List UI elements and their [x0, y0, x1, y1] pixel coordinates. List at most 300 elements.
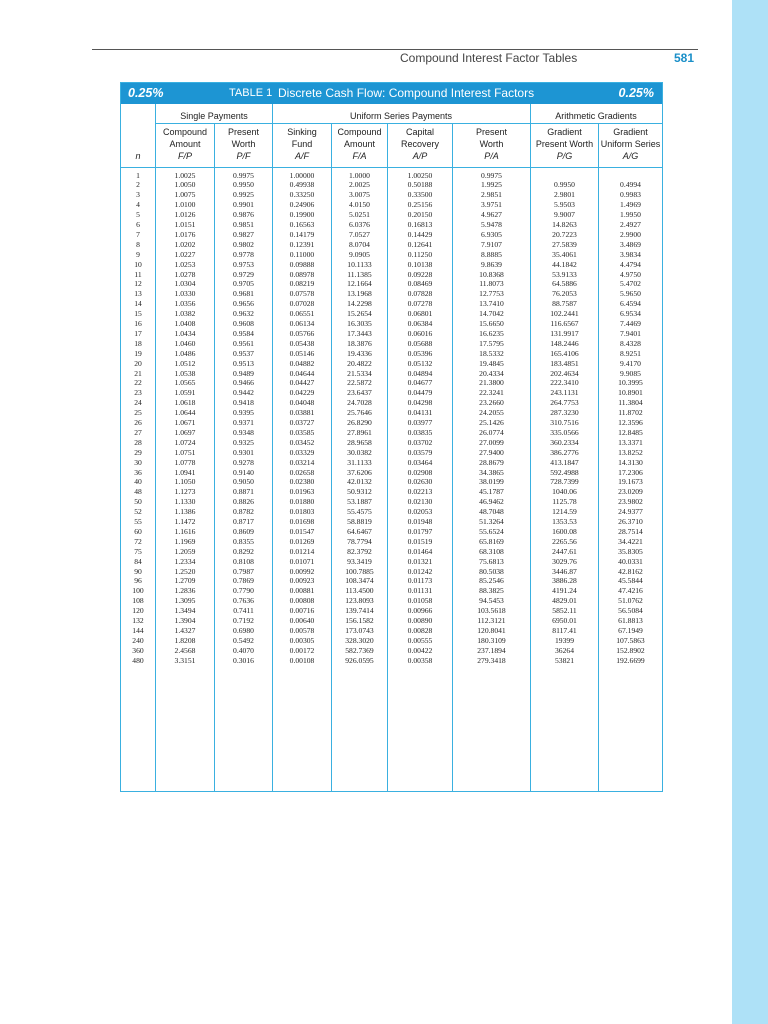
factor-cell: 13.8252: [618, 447, 643, 457]
factor-cell: 0.9301: [233, 447, 254, 457]
factor-cell: 1125.78: [552, 497, 577, 507]
factor-cell: 28.9658: [347, 437, 372, 447]
table-row: [121, 240, 662, 250]
factor-cell: 55.4575: [347, 507, 372, 517]
factor-cell: 1.1616: [174, 526, 196, 536]
table-label: TABLE 1: [229, 87, 273, 99]
factor-cell: 0.00828: [407, 625, 433, 635]
factor-cell: 30.0382: [347, 447, 372, 457]
table-row: [121, 349, 662, 359]
factor-cell: 26.8290: [347, 418, 372, 427]
factor-cell: 0.9632: [233, 309, 254, 319]
factor-cell: 2265.56: [552, 536, 577, 546]
factor-cell: 85.2546: [479, 576, 504, 586]
factor-cell: 0.8717: [233, 517, 254, 526]
factor-cell: 5.4702: [620, 279, 641, 289]
factor-cell: 11.8073: [479, 279, 504, 289]
factor-cell: 100.7885: [345, 566, 374, 576]
factor-cell: 0.05132: [407, 358, 433, 368]
factor-cell: 728.7399: [550, 477, 579, 487]
factor-cell: 0.02213: [407, 487, 433, 497]
factor-cell: 0.01547: [289, 526, 315, 536]
factor-cell: 0.9950: [233, 180, 254, 190]
factor-cell: 0.9950: [554, 180, 575, 190]
factor-cell: 592.4988: [550, 467, 579, 477]
table-row: [121, 200, 662, 210]
factor-cell: 0.11000: [289, 249, 315, 259]
factor-cell: 0.9348: [233, 427, 254, 437]
factor-cell: 0.03585: [289, 427, 315, 437]
factor-cell: 1.0618: [174, 398, 196, 408]
factor-cell: 0.4070: [233, 645, 254, 655]
factor-cell: 0.05396: [407, 348, 433, 358]
factor-cell: 0.9827: [233, 229, 254, 239]
factor-cell: 0.00640: [289, 616, 315, 625]
column-header-gradient-present-worth-pg: [531, 126, 598, 162]
factor-cell: 0.4994: [620, 180, 641, 190]
table-row: [121, 458, 662, 468]
factor-cell: 0.01131: [407, 586, 433, 596]
factor-cell: 35.8305: [618, 546, 643, 556]
factor-cell: 24.2055: [479, 408, 504, 418]
factor-cell: 0.9681: [233, 289, 254, 299]
column-name-line: Amount: [343, 139, 376, 149]
factor-cell: 36264: [555, 645, 574, 655]
factor-cell: 1.4969: [620, 200, 641, 210]
factor-cell: 116.6567: [550, 319, 579, 328]
factor-cell: 25.7646: [347, 408, 372, 418]
column-header-present-worth-pf: [215, 126, 272, 162]
factor-cell: 0.00108: [289, 655, 315, 665]
table-row: [121, 418, 662, 428]
factor-cell: 21.5334: [347, 368, 372, 378]
factor-cell: 3.9834: [620, 249, 641, 259]
factor-cell: 7.9401: [620, 328, 641, 338]
factor-cell: 15.2654: [347, 309, 372, 319]
factor-cell: 2.4568: [174, 645, 196, 655]
factor-cell: 0.04882: [289, 358, 315, 368]
factor-cell: 3029.76: [552, 556, 577, 566]
factor-cell: 1.0100: [174, 200, 196, 210]
factor-cell: 0.09888: [289, 259, 315, 269]
factor-cell: 3.4869: [620, 239, 641, 249]
factor-cell: 0.01242: [407, 566, 433, 576]
table-row: [121, 567, 662, 577]
table-row: [121, 626, 662, 636]
factor-cell: 0.00966: [407, 606, 433, 616]
factor-cell: 27.8961: [347, 427, 372, 437]
factor-cell: 0.9975: [481, 170, 502, 180]
factor-cell: 1.0025: [174, 170, 196, 180]
factor-cell: 37.6206: [347, 467, 372, 477]
factor-cell: 34.4221: [618, 536, 643, 546]
column-name-line: Present: [227, 127, 260, 137]
factor-cell: 0.01173: [407, 576, 433, 586]
period-n-cell: 4: [136, 200, 140, 210]
factor-cell: 11.3804: [618, 398, 643, 408]
factor-cell: 1.2709: [174, 576, 196, 586]
factor-cell: 0.02053: [407, 507, 433, 517]
period-n-cell: 240: [132, 635, 144, 645]
factor-cell: 0.05146: [289, 348, 315, 358]
factor-cell: 131.9917: [550, 328, 579, 338]
factor-cell: 1.0778: [174, 457, 196, 467]
factor-cell: 0.25156: [407, 200, 433, 210]
factor-cell: 15.6650: [479, 319, 504, 328]
interest-rate-left: 0.25%: [128, 86, 164, 100]
factor-cell: 1.1386: [174, 507, 196, 517]
factor-cell: 0.09228: [407, 269, 433, 279]
factor-cell: 0.7636: [233, 596, 254, 606]
factor-cell: 1.2334: [174, 556, 196, 566]
factor-cell: 237.1894: [477, 645, 506, 655]
factor-cell: 17.5795: [479, 338, 504, 348]
factor-cell: 0.01948: [407, 517, 433, 526]
factor-cell: 24.9377: [618, 507, 643, 517]
period-n-cell: 55: [134, 517, 142, 526]
period-n-cell: 360: [132, 645, 144, 655]
factor-cell: 0.8355: [233, 536, 254, 546]
factor-cell: 38.0199: [479, 477, 504, 487]
factor-cell: 82.3792: [347, 546, 372, 556]
factor-cell: 264.7753: [550, 398, 579, 408]
factor-cell: 0.06016: [407, 328, 433, 338]
factor-cell: 1353.53: [552, 517, 577, 526]
table-title-bar: [121, 83, 662, 104]
factor-cell: 1.3095: [174, 596, 196, 606]
factor-cell: 1.0751: [174, 447, 196, 457]
factor-cell: 16.3035: [347, 319, 372, 328]
factor-cell: 78.7794: [347, 536, 372, 546]
factor-cell: 0.16813: [407, 220, 433, 229]
period-n-cell: 84: [134, 556, 142, 566]
factor-cell: 4829.01: [552, 596, 577, 606]
factor-cell: 20.4822: [347, 358, 372, 368]
factor-cell: 1.0050: [174, 180, 196, 190]
column-name-line: Gradient: [547, 127, 582, 137]
factor-cell: 53821: [555, 655, 574, 665]
factor-cell: 5852.11: [552, 606, 577, 616]
period-n-cell: 26: [134, 418, 142, 427]
factor-cell: 88.3825: [479, 586, 504, 596]
page-number: 581: [674, 51, 695, 65]
factor-cell: 287.3230: [550, 408, 579, 418]
factor-cell: 0.07278: [407, 299, 433, 309]
factor-cell: 61.8813: [618, 616, 643, 625]
period-n-cell: 19: [134, 348, 142, 358]
factor-cell: 3446.87: [552, 566, 577, 576]
period-n-cell: 25: [134, 408, 142, 418]
column-name-line: Fund: [291, 139, 313, 149]
factor-cell: 0.33500: [407, 190, 433, 200]
factor-cell: 0.33250: [289, 190, 315, 200]
factor-cell: 0.6980: [233, 625, 254, 635]
factor-cell: 0.8609: [233, 526, 254, 536]
factor-cell: 0.9983: [620, 190, 641, 200]
factor-cell: 0.03727: [289, 418, 315, 427]
column-name-line: Compound: [162, 127, 208, 137]
factor-cell: 34.3865: [479, 467, 504, 477]
factor-cell: 0.8782: [233, 507, 254, 517]
period-n-cell: 9: [136, 249, 140, 259]
column-symbol: F/A: [352, 151, 367, 161]
factor-cell: 3886.28: [552, 576, 577, 586]
factor-cell: 5.9503: [554, 200, 575, 210]
column-symbol-n: n: [135, 151, 141, 161]
table-row: [121, 557, 662, 567]
factor-cell: 1.00000: [289, 170, 315, 180]
table-row: [121, 428, 662, 438]
table-row: [121, 270, 662, 280]
table-row: [121, 250, 662, 260]
factor-cell: 0.04427: [289, 378, 315, 388]
factor-cell: 93.3419: [347, 556, 372, 566]
group-label-single-payments: Single Payments: [180, 111, 248, 121]
factor-cell: 6.9305: [481, 229, 502, 239]
column-name-line: Compound: [337, 127, 382, 137]
factor-cell: 0.7411: [233, 606, 254, 616]
factor-cell: 8.4328: [620, 338, 641, 348]
factor-cell: 1.0408: [174, 319, 196, 328]
factor-cell: 0.02380: [289, 477, 315, 487]
factor-cell: 1.1273: [174, 487, 196, 497]
period-n-cell: 23: [134, 388, 142, 398]
factor-cell: 1.0304: [174, 279, 196, 289]
factor-cell: 19.1673: [618, 477, 643, 487]
factor-cell: 1.3494: [174, 606, 196, 616]
factor-cell: 0.03464: [407, 457, 433, 467]
period-n-cell: 18: [134, 338, 142, 348]
factor-cell: 0.9705: [233, 279, 254, 289]
factor-cell: 0.03835: [407, 427, 433, 437]
factor-cell: 192.6699: [616, 655, 645, 665]
column-symbol: P/G: [556, 151, 573, 161]
factor-cell: 0.20150: [407, 210, 433, 220]
factor-cell: 1.0151: [174, 220, 196, 229]
factor-cell: 7.0527: [349, 229, 370, 239]
column-name-line: Capital: [405, 127, 434, 137]
factor-cell: 1.0382: [174, 309, 196, 319]
factor-cell: 1.0941: [174, 467, 196, 477]
factor-cell: 12.1664: [347, 279, 372, 289]
table-caption: Discrete Cash Flow: Compound Interest Factors: [278, 86, 535, 100]
column-symbol: A/G: [622, 151, 639, 161]
table-row: [121, 497, 662, 507]
factor-cell: 27.0099: [479, 437, 504, 447]
factor-cell: 1.9950: [620, 210, 641, 220]
table-row: [121, 230, 662, 240]
factor-cell: 24.7028: [347, 398, 372, 408]
factor-cell: 0.9778: [233, 249, 254, 259]
table-row: [121, 517, 662, 527]
interest-rate-right: 0.25%: [618, 86, 654, 100]
factor-cell: 1.4327: [174, 625, 196, 635]
factor-cell: 0.04048: [289, 398, 315, 408]
factor-cell: 0.8826: [233, 497, 254, 507]
factor-cell: 0.9753: [233, 259, 254, 269]
factor-cell: 102.2441: [550, 309, 579, 319]
factor-cell: 2.9851: [481, 190, 502, 200]
factor-cell: 120.8041: [477, 625, 506, 635]
table-row: [121, 190, 662, 200]
table-row: [121, 309, 662, 319]
factor-cell: 582.7369: [345, 645, 374, 655]
factor-cell: 2.4927: [620, 220, 641, 229]
factor-cell: 14.3130: [618, 457, 643, 467]
factor-cell: 1.00250: [407, 170, 433, 180]
factor-cell: 0.9325: [233, 437, 254, 447]
factor-cell: 1.0000: [349, 170, 370, 180]
factor-cell: 0.03881: [289, 408, 315, 418]
table-row: [121, 369, 662, 379]
factor-cell: 1.0724: [174, 437, 196, 447]
factor-cell: 9.9085: [620, 368, 641, 378]
factor-cell: 9.8639: [481, 259, 502, 269]
factor-cell: 46.9462: [479, 497, 504, 507]
factor-cell: 25.1426: [479, 418, 504, 427]
factor-cell: 18.3876: [347, 338, 372, 348]
factor-cell: 27.5839: [552, 239, 577, 249]
factor-cell: 0.07828: [407, 289, 433, 299]
factor-cell: 7.4469: [620, 319, 641, 328]
factor-cell: 75.6813: [479, 556, 504, 566]
factor-cell: 53.1887: [347, 497, 372, 507]
period-n-cell: 36: [134, 467, 142, 477]
factor-cell: 0.9050: [233, 477, 254, 487]
factor-cell: 76.2053: [552, 289, 577, 299]
factor-cell: 0.9729: [233, 269, 254, 279]
factor-cell: 0.5492: [233, 635, 254, 645]
factor-cell: 0.9876: [233, 210, 254, 220]
factor-cell: 26.0774: [479, 427, 504, 437]
period-n-cell: 3: [136, 190, 140, 200]
factor-cell: 103.5618: [477, 606, 506, 616]
column-name-line: Present Worth: [535, 139, 594, 149]
factor-cell: 12.8485: [618, 427, 643, 437]
factor-cell: 10.8901: [618, 388, 643, 398]
factor-cell: 1.0075: [174, 190, 196, 200]
table-row: [121, 646, 662, 656]
factor-cell: 1.2059: [174, 546, 196, 556]
factor-cell: 1.2520: [174, 566, 196, 576]
period-n-cell: 90: [134, 566, 142, 576]
factor-cell: 16.6235: [479, 328, 504, 338]
period-n-cell: 13: [134, 289, 142, 299]
factor-cell: 28.7514: [618, 526, 643, 536]
table-row: [121, 537, 662, 547]
factor-cell: 9.4170: [620, 358, 641, 368]
factor-cell: 21.3800: [479, 378, 504, 388]
header-rule: [92, 49, 698, 50]
column-symbol: P/F: [236, 151, 251, 161]
factor-cell: 13.3371: [618, 437, 643, 447]
table-row: [121, 438, 662, 448]
factor-cell: 0.50188: [407, 180, 433, 190]
factor-cell: 14.8263: [552, 220, 577, 229]
factor-cell: 50.9312: [347, 487, 372, 497]
factor-cell: 7.9107: [481, 239, 502, 249]
factor-cell: 0.02630: [407, 477, 433, 487]
factor-cell: 0.01464: [407, 546, 433, 556]
factor-cell: 0.7987: [233, 566, 254, 576]
factor-cell: 4.0150: [349, 200, 370, 210]
factor-cell: 1.0697: [174, 427, 196, 437]
factor-cell: 0.10138: [407, 259, 433, 269]
table-row: [121, 329, 662, 339]
factor-cell: 1.0512: [174, 358, 196, 368]
factor-cell: 8.0704: [349, 239, 370, 249]
factor-cell: 0.02130: [407, 497, 433, 507]
factor-cell: 0.04644: [289, 368, 315, 378]
factor-cell: 3.0075: [349, 190, 370, 200]
factor-cell: 6.9534: [620, 309, 641, 319]
table-row: [121, 477, 662, 487]
column-header-compound-amount-fp: [156, 126, 214, 162]
factor-cell: 0.08219: [289, 279, 315, 289]
factor-cell: 0.04479: [407, 388, 433, 398]
period-n-cell: 40: [134, 477, 142, 487]
factor-cell: 12.3596: [618, 418, 643, 427]
factor-cell: 113.4500: [345, 586, 374, 596]
header-bottom-rule: [121, 167, 662, 168]
period-n-cell: 108: [132, 596, 144, 606]
factor-cell: 19399: [555, 635, 574, 645]
group-label-uniform-series: Uniform Series Payments: [349, 111, 453, 121]
factor-cell: 51.3264: [479, 517, 504, 526]
factor-cell: 68.3108: [479, 546, 504, 556]
factor-cell: 20.7223: [552, 229, 577, 239]
period-n-cell: 96: [134, 576, 142, 586]
factor-cell: 0.3016: [233, 655, 254, 665]
factor-cell: 0.14429: [407, 229, 433, 239]
factor-cell: 0.05766: [289, 328, 315, 338]
factor-cell: 0.01269: [289, 536, 315, 546]
factor-cell: 0.00358: [407, 655, 433, 665]
factor-cell: 1.0591: [174, 388, 196, 398]
factor-cell: 0.9901: [233, 200, 254, 210]
factor-cell: 222.3410: [550, 378, 579, 388]
factor-cell: 1.0538: [174, 368, 196, 378]
factor-cell: 0.9371: [233, 418, 254, 427]
factor-cell: 0.7192: [233, 616, 254, 625]
period-n-cell: 21: [134, 368, 142, 378]
factor-cell: 10.8368: [479, 269, 504, 279]
period-n-cell: 5: [136, 210, 140, 220]
factor-cell: 0.04894: [407, 368, 433, 378]
factor-cell: 6950.01: [552, 616, 577, 625]
factor-cell: 18.5332: [479, 348, 504, 358]
factor-cell: 0.9489: [233, 368, 254, 378]
factor-cell: 23.6437: [347, 388, 372, 398]
factor-cell: 0.00578: [289, 625, 315, 635]
period-n-cell: 60: [134, 526, 142, 536]
table-row: [121, 398, 662, 408]
factor-cell: 1.0434: [174, 328, 196, 338]
period-n-cell: 52: [134, 507, 142, 517]
factor-cell: 0.11250: [407, 249, 433, 259]
factor-cell: 1.0486: [174, 348, 196, 358]
factor-cell: 1.9925: [481, 180, 502, 190]
factor-cell: 80.5038: [479, 566, 504, 576]
table-row: [121, 527, 662, 537]
period-n-cell: 2: [136, 180, 140, 190]
factor-cell: 0.16563: [289, 220, 315, 229]
factor-cell: 0.01797: [407, 526, 433, 536]
factor-cell: 56.5084: [618, 606, 643, 616]
factor-cell: 0.9802: [233, 239, 254, 249]
factor-cell: 386.2776: [550, 447, 579, 457]
column-symbol: P/A: [484, 151, 499, 161]
